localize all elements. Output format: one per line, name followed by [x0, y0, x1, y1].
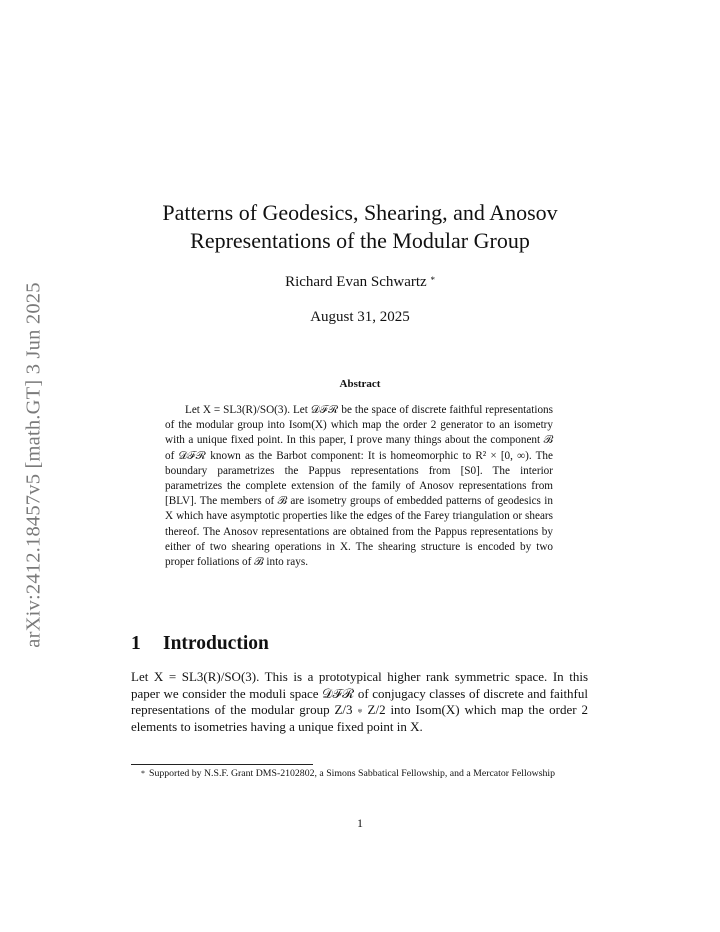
section-heading [131, 633, 269, 655]
paper-title [0, 199, 720, 255]
title-line-2: Representations of the Modular Group [190, 228, 530, 253]
title-line-1: Patterns of Geodesics, Shearing, and Anosov [162, 200, 558, 225]
author-name: Richard Evan Schwartz [285, 274, 427, 290]
intro-body [131, 669, 588, 735]
abstract-paragraph: Let X = SL3(R)/SO(3). Let 𝒟ℱℛ be the space of discrete faithful representations of the modular group into Isom(X) which map the order 2 generator to an isometry with a unique fixed point. In this paper, I prove many things about the component ℬ of 𝒟ℱℛ known as the Barbot component: It is homeomorphic to R² × [0, ∞). The boundary parametrizes the Pappus representations from [S0]. The interior parametrizes the complete extension of the family of Anosov representations from [BLV]. The members of ℬ are isometry groups of embedded patterns of geodesics in X which have asymptotic properties like the edges of the Farey triangulation or shears thereof. The Anosov representations are obtained from the Pappus representations by either of two shearing operations in X. The shearing structure is encoded by two proper foliations of ℬ into rays. [165, 404, 553, 569]
abstract [165, 403, 553, 570]
page-number: 1 [357, 816, 363, 830]
arxiv-stamp: arXiv:2412.18457v5 [math.GT] 3 Jun 2025 [22, 282, 45, 648]
section-title: Introduction [163, 633, 269, 654]
section-number: 1 [131, 633, 141, 654]
footnote [131, 768, 591, 781]
author [0, 274, 720, 291]
footnote-rule [131, 764, 313, 765]
author-footnote-mark: * [430, 275, 435, 285]
intro-paragraph: Let X = SL3(R)/SO(3). This is a prototypical higher rank symmetric space. In this paper we consider the moduli space 𝒟ℱℛ of conjugacy classes of discrete and faithful representations of the modular group Z/3 ∗ Z/2 into Isom(X) which map the order 2 elements to isometries having a unique fixed point in X. [131, 669, 588, 734]
date: August 31, 2025 [310, 309, 410, 325]
abstract-heading: Abstract [339, 378, 381, 390]
footnote-text: Supported by N.S.F. Grant DMS-2102802, a Simons Sabbatical Fellowship, and a Mercator Fellowship [149, 768, 556, 779]
footnote-mark: * [141, 769, 145, 778]
